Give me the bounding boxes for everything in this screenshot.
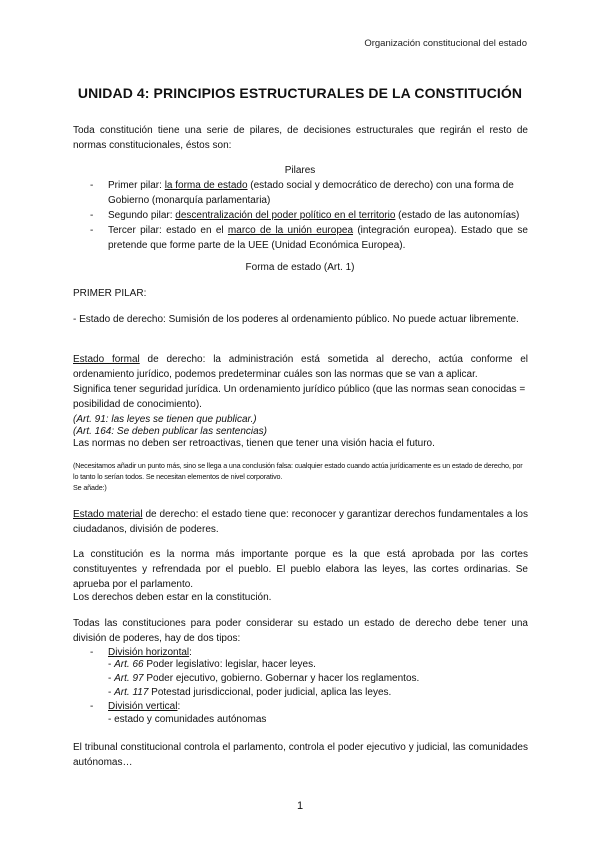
pilar-item-1: - Primer pilar: la forma de estado (estado social y democrático de derecho) con una forma de Gobierno (monarquía parlamentaria) xyxy=(90,180,514,206)
art-117-line: - Art. 117 Potestad jurisdiccional, poder judicial, aplica las leyes. xyxy=(108,687,392,698)
division-horizontal-item: - División horizontal: xyxy=(90,647,192,658)
pilares-heading: Pilares xyxy=(284,165,316,176)
forma-estado-heading: Forma de estado (Art. 1) xyxy=(245,262,355,273)
small-note-paragraph: (Necesitamos añadir un punto más, sino se llega a una conclusión falsa: cualquier estado cuando actúa jurídicamente es un estado de derecho, por lo tanto lo serían todos. Se necesitan elementos de nivel corporativo. Se añade:) xyxy=(73,461,523,492)
division-vertical-item: - División vertical: xyxy=(90,701,181,712)
underlined-term: Estado material xyxy=(73,509,143,520)
running-header: Organización constitucional del estado xyxy=(364,38,527,49)
art-164-note: (Art. 164: Se deben publicar las sentencias) xyxy=(73,426,267,437)
page-number: 1 xyxy=(296,800,304,812)
derechos-paragraph: Los derechos deben estar en la constitución. xyxy=(73,592,272,603)
art-97-line: - Art. 97 Poder ejecutivo, gobierno. Gobernar y hacer los reglamentos. xyxy=(108,673,420,684)
bullet: - xyxy=(90,180,94,191)
pilar-item-3: - Tercer pilar: estado en el marco de la unión europea (integración europea). Estado que se pretende que forme parte de la UEE (Unidad Económica Europea). xyxy=(90,225,528,251)
underlined-term: Estado formal xyxy=(73,354,140,365)
estado-formal-paragraph: Estado formal de derecho: la administración está sometida al derecho, actúa conforme el ordenamiento jurídico, podemos predeterminar cuáles son las normas que se van a aplicar. xyxy=(73,354,528,380)
constitucion-paragraph: La constitución es la norma más importante porque es la que está aprobada por las cortes constituyentes y refrendada por el pueblo. El pueblo elabora las leyes, las cortes ordinarias. Se aprueba por el parlamento. xyxy=(73,549,528,590)
underlined-term: la forma de estado xyxy=(164,180,248,191)
underlined-term: descentralización del poder político en el territorio xyxy=(175,210,396,221)
bullet: - xyxy=(90,647,94,658)
tribunal-paragraph: El tribunal constitucional controla el parlamento, controla el poder ejecutivo y judicial, las comunidades autónomas… xyxy=(73,742,528,768)
underlined-term: marco de la unión europea xyxy=(227,225,354,236)
primer-pilar-label: PRIMER PILAR: xyxy=(73,288,147,299)
unit-title: UNIDAD 4: PRINCIPIOS ESTRUCTURALES DE LA CONSTITUCIÓN xyxy=(77,85,523,101)
bullet: - xyxy=(90,225,94,236)
art-91-note: (Art. 91: las leyes se tienen que publicar.) xyxy=(73,414,257,425)
retroactivas-paragraph: Las normas no deben ser retroactivas, tienen que tener una visión hacia el futuro. xyxy=(73,438,435,449)
estado-derecho-paragraph: - Estado de derecho: Sumisión de los poderes al ordenamiento público. No puede actuar libremente. xyxy=(73,314,519,325)
art-66-line: - Art. 66 Poder legislativo: legislar, hacer leyes. xyxy=(108,659,316,670)
division-intro-paragraph: Todas las constituciones para poder considerar su estado un estado de derecho debe tener una división de poderes, hay de dos tipos: xyxy=(73,618,528,644)
intro-paragraph: Toda constitución tiene una serie de pilares, de decisiones estructurales que regirán el resto de normas constitucionales, éstos son: xyxy=(73,125,528,151)
estado-material-paragraph: Estado material de derecho: el estado tiene que: reconocer y garantizar derechos fundamentales a los ciudadanos, división de poderes. xyxy=(73,509,528,535)
underlined-term: División horizontal xyxy=(108,647,190,658)
bullet: - xyxy=(90,701,94,712)
pilar-item-2: - Segundo pilar: descentralización del poder político en el territorio (estado de las autonomías) xyxy=(90,210,520,221)
vertical-detail-line: - estado y comunidades autónomas xyxy=(108,714,267,725)
underlined-term: División vertical xyxy=(108,701,178,712)
bullet: - xyxy=(90,210,94,221)
seguridad-juridica-paragraph: Significa tener seguridad jurídica. Un ordenamiento jurídico público (que las normas sean conocidas = posibilidad de conocimiento). xyxy=(73,384,526,410)
